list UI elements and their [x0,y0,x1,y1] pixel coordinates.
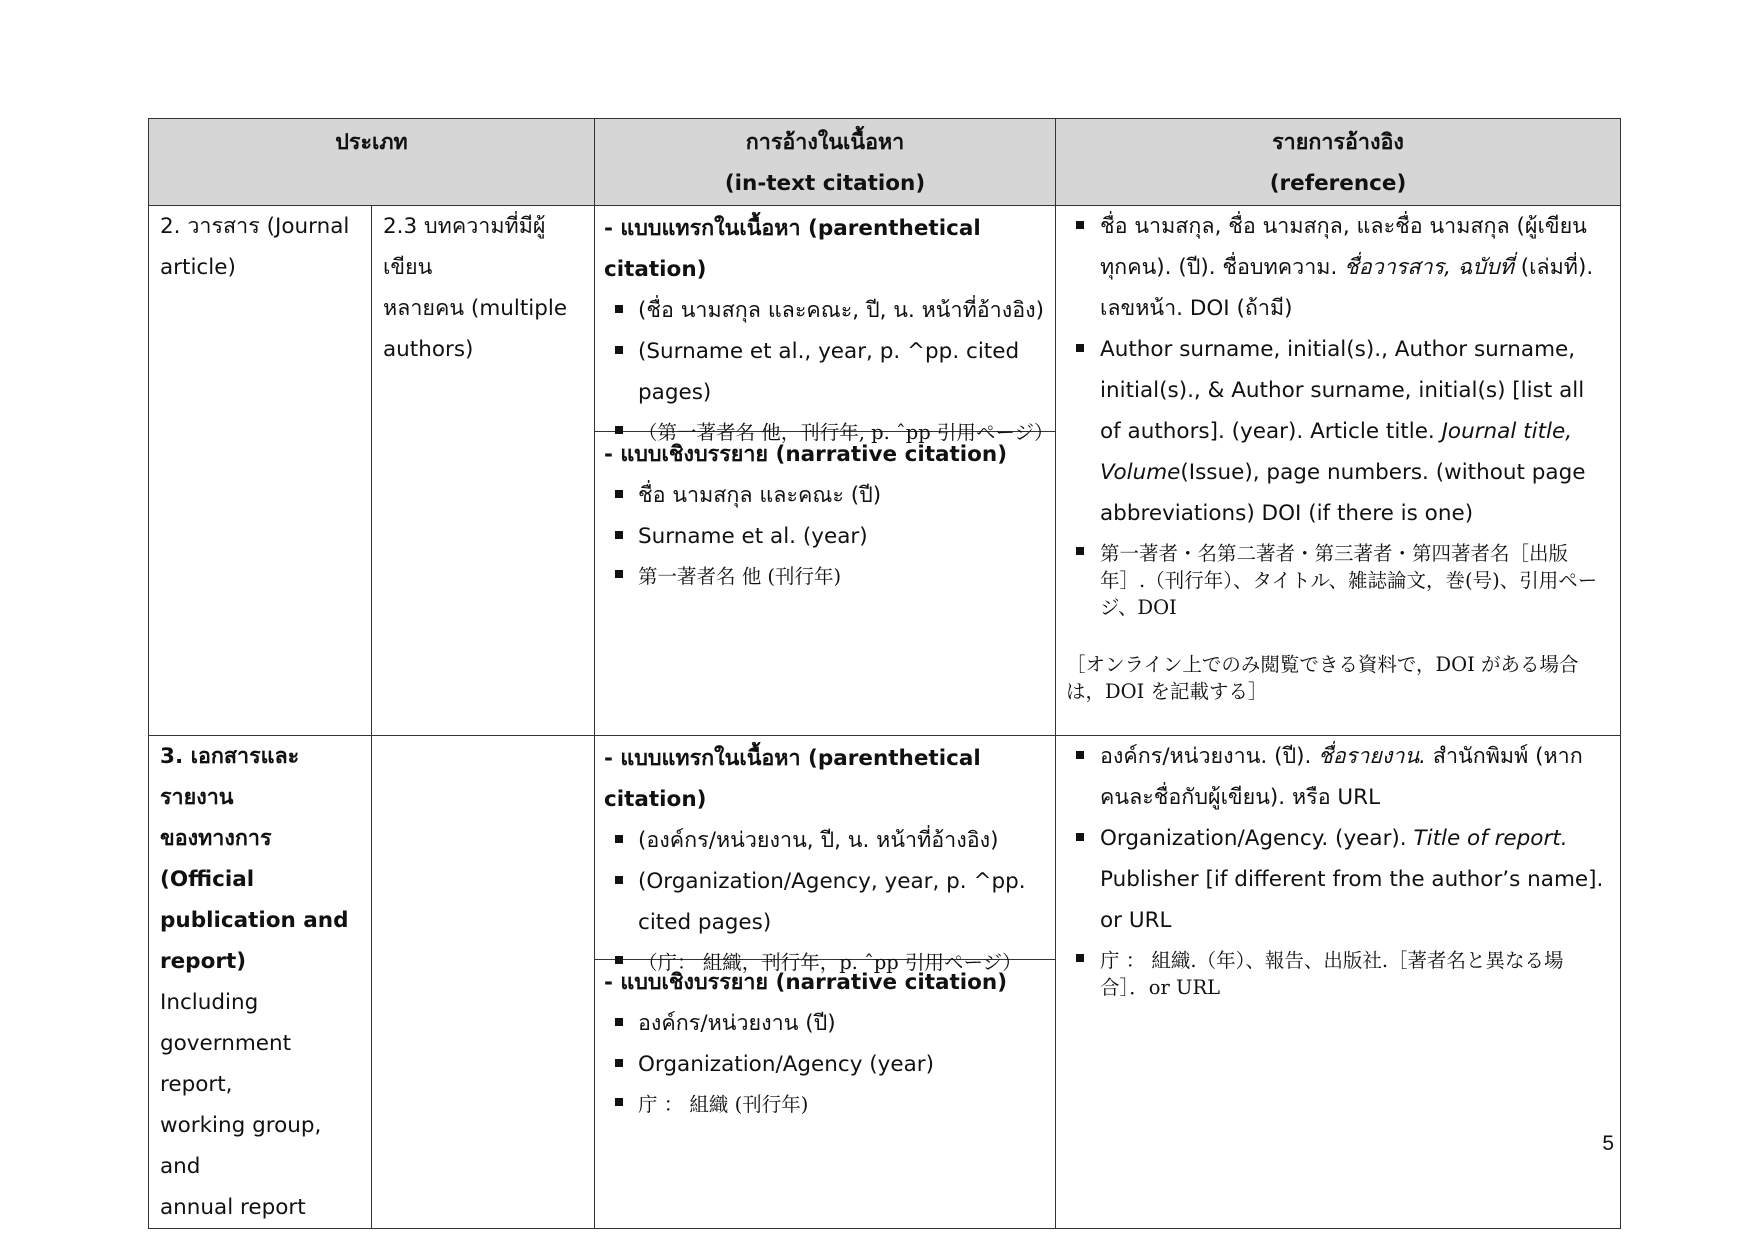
header-row [149,119,1621,206]
category-cell: 3. เอกสารและรายงาน ของทางการ (Official publication and report) Including government report, working group, and annual report [149,736,372,1229]
header-reference: รายการอ้างอิง (reference) [1056,119,1621,206]
list-item: (Organization/Agency, year, p. ^pp. cited pages) [604,861,1049,943]
list-item: Organization/Agency. (year). Title of report. Publisher [if different from the author’s name]. or URL [1066,818,1608,941]
reference-cell [1056,206,1621,736]
list-item: (ชื่อ นามสกุล และคณะ, ปี, น. หน้าที่อ้างอิง) [604,290,1049,331]
subcategory-cell: 2.3 บทความที่มีผู้เขียน หลายคน (multiple authors) [372,206,595,736]
list-item: Organization/Agency (year) [604,1044,1049,1085]
header-intext: การอ้างในเนื้อหา (in-text citation) [595,119,1056,206]
table-row-journal [149,206,1621,736]
narrative-section: - แบบเชิงบรรยาย (narrative citation) องค์กร/หน่วยงาน (ปี) Organization/Agency (year) 庁 ： 組織 (刊行年) [595,960,1055,1128]
intext-cell [595,206,1056,736]
list-item: 第一著者名 他 (刊行年) [604,557,1049,598]
list-item: Author surname, initial(s)., Author surname, initial(s)., & Author surname, initial(s) [list all of authors]. (year). Article title. Journal title, Volume(Issue), page numbers. (without page abbreviations) DOI (if there is one) [1066,329,1608,534]
list-item: 第一著者・名第二著者・第三著者・第四著者名［出版年］.（刊行年）、タイトル、雑誌論文，巻(号)、引用ページ、DOI [1066,534,1608,629]
intext-cell [595,736,1056,1229]
narrative-section: - แบบเชิงบรรยาย (narrative citation) ชื่อ นามสกุล และคณะ (ปี) Surname et al. (year) 第一著者名 他 (刊行年) [595,432,1055,600]
list-item: ชื่อ นามสกุล และคณะ (ปี) [604,475,1049,516]
list-item: （庁： 組織，刊行年，p. ˆpp 引用ページ） [604,943,1049,984]
citation-table [148,118,1621,1229]
list-item: 庁 ： 組織 (刊行年) [604,1085,1049,1126]
parenthetical-section: - แบบแทรกในเนื้อหา (parenthetical citation) (ชื่อ นามสกุล และคณะ, ปี, น. หน้าที่อ้างอิง) (Surname et al., year, p. ^pp. cited pages) （第一著者名 他，刊行年, p. ˆpp 引用ページ） [595,206,1055,432]
parenthetical-section: - แบบแทรกในเนื้อหา (parenthetical citation) (องค์กร/หน่วยงาน, ปี, น. หน้าที่อ้างอิง) (Organization/Agency, year, p. ^pp. cited pages) （庁： 組織，刊行年，p. ˆpp 引用ページ） [595,736,1055,960]
page-number: 5 [1602,1132,1614,1155]
list-item: (องค์กร/หน่วยงาน, ปี, น. หน้าที่อ้างอิง) [604,820,1049,861]
subcategory-cell [372,736,595,1229]
reference-cell [1056,736,1621,1229]
reference-note: ［オンライン上でのみ閲覧できる資料で，DOI がある場合は，DOI を記載する］ [1066,653,1579,703]
category-cell: 2. วารสาร (Journal article) [149,206,372,736]
list-item: องค์กร/หน่วยงาน (ปี) [604,1003,1049,1044]
list-item: Surname et al. (year) [604,516,1049,557]
list-item: ชื่อ นามสกุล, ชื่อ นามสกุล, และชื่อ นามสกุล (ผู้เขียนทุกคน). (ปี). ชื่อบทความ. ชื่อวารสาร, ฉบับที่ (เล่มที่). เลขหน้า. DOI (ถ้ามี) [1066,206,1608,329]
list-item: (Surname et al., year, p. ^pp. cited pages) [604,331,1049,413]
list-item: （第一著者名 他，刊行年, p. ˆpp 引用ページ） [604,413,1049,454]
header-type: ประเภท [149,119,595,206]
list-item: องค์กร/หน่วยงาน. (ปี). ชื่อรายงาน. สำนักพิมพ์ (หากคนละชื่อกับผู้เขียน). หรือ URL [1066,736,1608,818]
list-item: 庁 ： 組織.（年）、報告、出版社.［著者名と異なる場合］．or URL [1066,941,1608,1009]
table-row-official [149,736,1621,1229]
